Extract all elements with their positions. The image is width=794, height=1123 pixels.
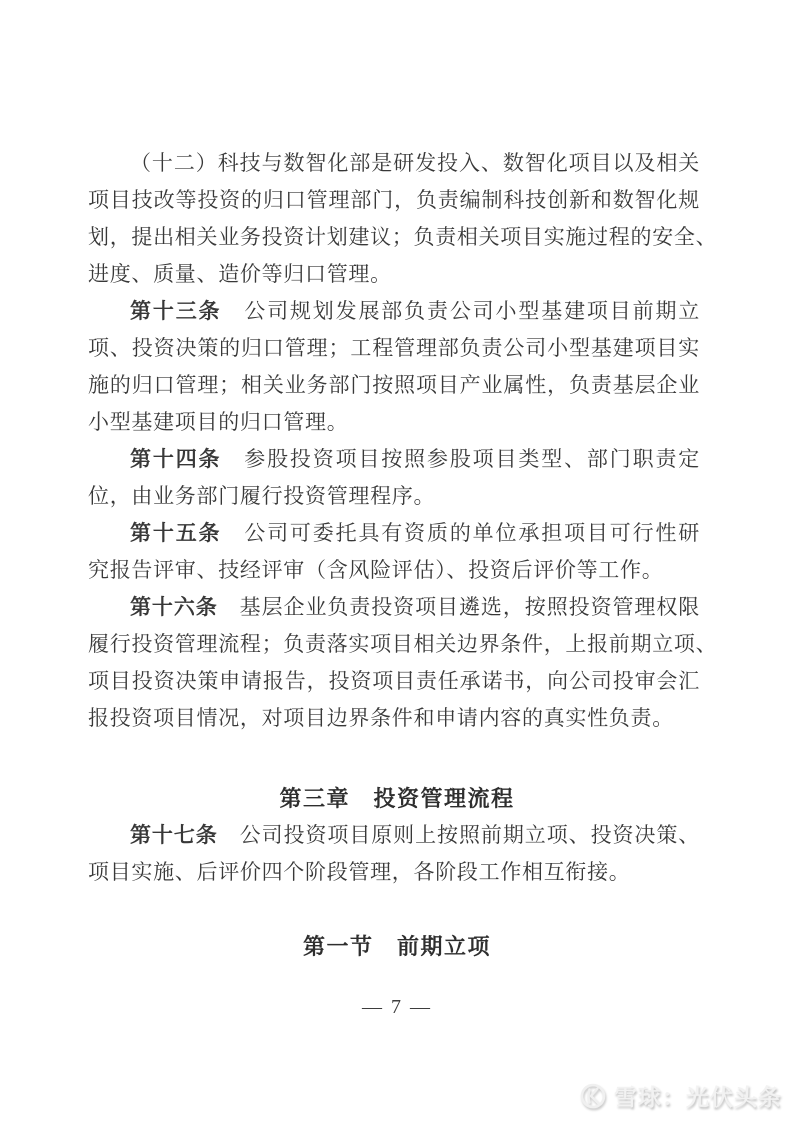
article-text: 基层企业负责投资项目遴选，按照投资管理权限 [217, 595, 700, 619]
paragraph-line: 项、投资决策的归口管理；工程管理部负责公司小型基建项目实 [88, 336, 700, 360]
paragraph-line: 施的归口管理；相关业务部门按照项目产业属性，负责基层企业 [88, 373, 700, 397]
paragraph-line: 究报告评审、技经评审（含风险评估）、投资后评价等工作。 [88, 558, 664, 582]
article-label: 第十三条 [130, 299, 222, 323]
watermark [579, 1079, 782, 1112]
article-text: 公司投资项目原则上按照前期立项、投资决策、 [217, 823, 700, 847]
paragraph-first-line [88, 817, 700, 854]
article-text: 公司规划发展部负责公司小型基建项目前期立 [221, 299, 700, 323]
section-heading: 第一节 前期立项 [302, 934, 491, 959]
page-number: — 7 — [362, 996, 432, 1018]
paragraph-line: 项目投资决策申请报告，投资项目责任承诺书，向公司投审会汇 [88, 669, 700, 693]
article-text: 公司可委托具有资质的单位承担项目可行性研 [221, 521, 700, 545]
article-label: 第十七条 [130, 823, 218, 847]
article-label: 第十四条 [130, 447, 222, 471]
paragraph-line: 报投资项目情况，对项目边界条件和申请内容的真实性负责。 [88, 706, 674, 730]
xueqiu-logo-icon [579, 1082, 607, 1110]
paragraph-line: 项目实施、后评价四个阶段管理，各阶段工作相互衔接。 [88, 860, 631, 884]
watermark-text: 雪球：光伏头条 [614, 1084, 782, 1110]
article-label: 第十六条 [130, 595, 218, 619]
paragraph-first-line [88, 441, 700, 478]
paragraph-first-line [88, 589, 700, 626]
paragraph-first-line [88, 293, 700, 330]
article-17-paragraph [88, 817, 700, 891]
paragraph-line: （十二）科技与数智化部是研发投入、数智化项目以及相关 [130, 151, 700, 175]
paragraph-first-line [88, 515, 700, 552]
paragraph-line: 进度、质量、造价等归口管理。 [88, 262, 392, 286]
chapter-heading: 第三章 投资管理流程 [279, 786, 515, 811]
paragraph-line: 划，提出相关业务投资计划建议；负责相关项目实施过程的安全、 [88, 225, 718, 249]
paragraph-line: 位，由业务部门履行投资管理程序。 [88, 484, 436, 508]
article-label: 第十五条 [130, 521, 222, 545]
article-text: 参股投资项目按照参股项目类型、部门职责定 [221, 447, 700, 471]
paragraph-line: 履行投资管理流程；负责落实项目相关边界条件，上报前期立项、 [88, 632, 718, 656]
paragraph-line: 项目技改等投资的归口管理部门，负责编制科技创新和数智化规 [88, 188, 700, 212]
body-text [88, 145, 718, 737]
paragraph-line: 小型基建项目的归口管理。 [88, 410, 349, 434]
